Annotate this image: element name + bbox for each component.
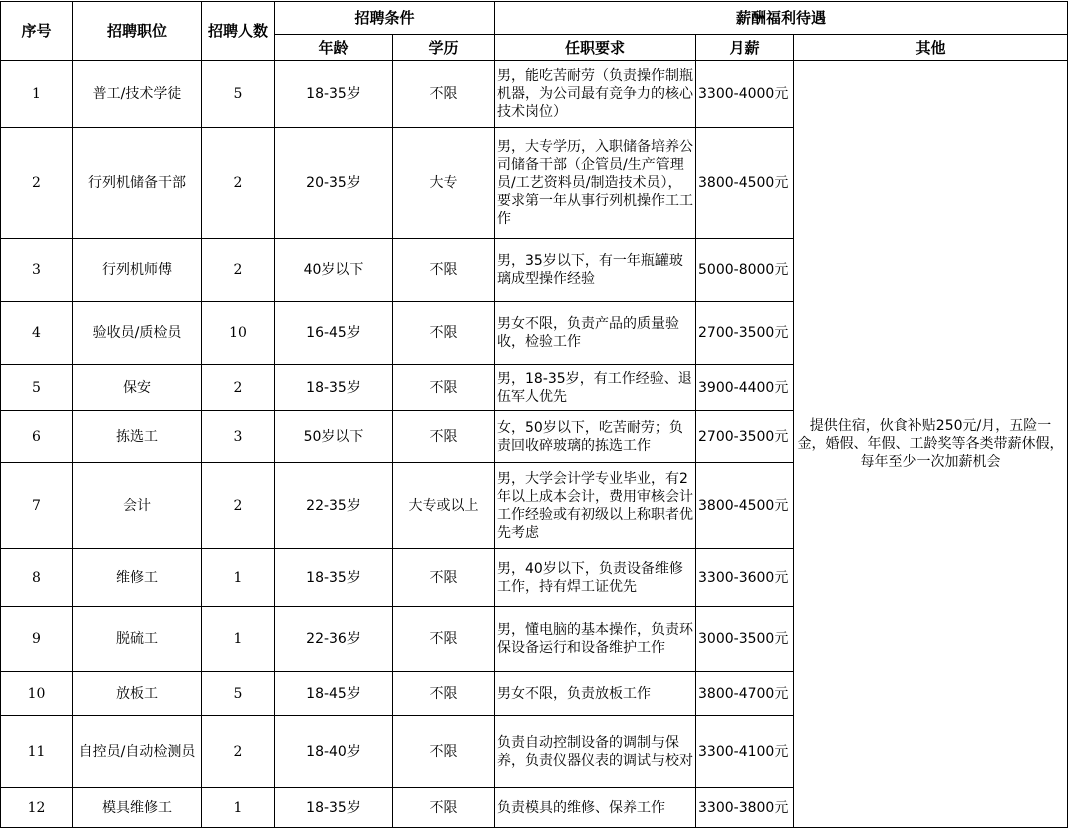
row-age: 16-45岁 [275, 302, 393, 365]
header-benefits: 薪酬福利待遇 [495, 2, 1068, 35]
row-salary: 3300-4000元 [696, 61, 794, 128]
row-age: 22-35岁 [275, 463, 393, 549]
row-seq: 7 [1, 463, 73, 549]
header-count: 招聘人数 [202, 2, 275, 61]
row-age: 50岁以下 [275, 411, 393, 463]
row-seq: 5 [1, 365, 73, 411]
row-count: 2 [202, 128, 275, 239]
row-seq: 12 [1, 788, 73, 828]
header-education: 学历 [393, 35, 495, 61]
row-education: 不限 [393, 607, 495, 672]
row-seq: 2 [1, 128, 73, 239]
row-education: 大专 [393, 128, 495, 239]
row-position: 脱硫工 [73, 607, 202, 672]
header-age: 年龄 [275, 35, 393, 61]
row-education: 不限 [393, 672, 495, 716]
row-position: 行列机储备干部 [73, 128, 202, 239]
row-requirements: 男，大专学历，入职储备培养公司储备干部（企管员/生产管理员/工艺资料员/制造技术员），要求第一年从事行列机操作工工作 [495, 128, 696, 239]
row-education: 不限 [393, 302, 495, 365]
row-age: 20-35岁 [275, 128, 393, 239]
row-requirements: 男，35岁以下，有一年瓶罐玻璃成型操作经验 [495, 239, 696, 302]
row-count: 3 [202, 411, 275, 463]
row-count: 2 [202, 463, 275, 549]
header-seq: 序号 [1, 2, 73, 61]
row-age: 22-36岁 [275, 607, 393, 672]
row-salary: 5000-8000元 [696, 239, 794, 302]
header-position: 招聘职位 [73, 2, 202, 61]
row-count: 5 [202, 61, 275, 128]
row-salary: 3800-4500元 [696, 463, 794, 549]
row-seq: 3 [1, 239, 73, 302]
row-position: 放板工 [73, 672, 202, 716]
row-count: 2 [202, 239, 275, 302]
row-education: 不限 [393, 61, 495, 128]
row-age: 18-35岁 [275, 365, 393, 411]
row-age: 40岁以下 [275, 239, 393, 302]
row-education: 不限 [393, 239, 495, 302]
row-position: 维修工 [73, 549, 202, 607]
row-seq: 9 [1, 607, 73, 672]
header-salary: 月薪 [696, 35, 794, 61]
row-requirements: 男，大学会计学专业毕业，有2年以上成本会计，费用审核会计工作经验或有初级以上称职者优先考虑 [495, 463, 696, 549]
row-salary: 3900-4400元 [696, 365, 794, 411]
row-count: 1 [202, 549, 275, 607]
row-requirements: 女，50岁以下，吃苦耐劳；负责回收碎玻璃的拣选工作 [495, 411, 696, 463]
row-salary: 3000-3500元 [696, 607, 794, 672]
header-conditions: 招聘条件 [275, 2, 495, 35]
recruitment-table [0, 1, 1068, 828]
row-requirements: 男，懂电脑的基本操作，负责环保设备运行和设备维护工作 [495, 607, 696, 672]
row-count: 1 [202, 607, 275, 672]
row-seq: 10 [1, 672, 73, 716]
row-age: 18-40岁 [275, 716, 393, 788]
table-row [1, 61, 1068, 128]
row-count: 5 [202, 672, 275, 716]
row-seq: 1 [1, 61, 73, 128]
row-age: 18-35岁 [275, 788, 393, 828]
row-requirements: 负责自动控制设备的调制与保养，负责仪器仪表的调试与校对 [495, 716, 696, 788]
row-seq: 4 [1, 302, 73, 365]
row-count: 10 [202, 302, 275, 365]
row-requirements: 男，能吃苦耐劳（负责操作制瓶机器，为公司最有竞争力的核心技术岗位） [495, 61, 696, 128]
row-seq: 6 [1, 411, 73, 463]
row-age: 18-45岁 [275, 672, 393, 716]
row-requirements: 男女不限，负责放板工作 [495, 672, 696, 716]
row-education: 大专或以上 [393, 463, 495, 549]
row-position: 行列机师傅 [73, 239, 202, 302]
row-seq: 8 [1, 549, 73, 607]
other-benefits-note: 提供住宿，伙食补贴250元/月，五险一金，婚假、年假、工龄奖等各类带薪休假，每年至少一次加薪机会 [794, 61, 1068, 828]
row-salary: 3300-3600元 [696, 549, 794, 607]
row-salary: 3300-3800元 [696, 788, 794, 828]
row-position: 普工/技术学徒 [73, 61, 202, 128]
row-salary: 3300-4100元 [696, 716, 794, 788]
header-requirements: 任职要求 [495, 35, 696, 61]
row-requirements: 男女不限，负责产品的质量验收，检验工作 [495, 302, 696, 365]
row-count: 2 [202, 365, 275, 411]
row-age: 18-35岁 [275, 61, 393, 128]
header-other: 其他 [794, 35, 1068, 61]
row-education: 不限 [393, 411, 495, 463]
row-education: 不限 [393, 716, 495, 788]
row-position: 自控员/自动检测员 [73, 716, 202, 788]
row-count: 1 [202, 788, 275, 828]
row-requirements: 男，40岁以下，负责设备维修工作，持有焊工证优先 [495, 549, 696, 607]
row-seq: 11 [1, 716, 73, 788]
row-requirements: 负责模具的维修、保养工作 [495, 788, 696, 828]
row-salary: 3800-4700元 [696, 672, 794, 716]
row-requirements: 男，18-35岁，有工作经验、退伍军人优先 [495, 365, 696, 411]
row-age: 18-35岁 [275, 549, 393, 607]
row-education: 不限 [393, 365, 495, 411]
row-position: 会计 [73, 463, 202, 549]
row-education: 不限 [393, 788, 495, 828]
row-position: 模具维修工 [73, 788, 202, 828]
row-salary: 2700-3500元 [696, 302, 794, 365]
row-position: 验收员/质检员 [73, 302, 202, 365]
row-position: 保安 [73, 365, 202, 411]
row-count: 2 [202, 716, 275, 788]
row-position: 拣选工 [73, 411, 202, 463]
row-salary: 3800-4500元 [696, 128, 794, 239]
row-education: 不限 [393, 549, 495, 607]
row-salary: 2700-3500元 [696, 411, 794, 463]
